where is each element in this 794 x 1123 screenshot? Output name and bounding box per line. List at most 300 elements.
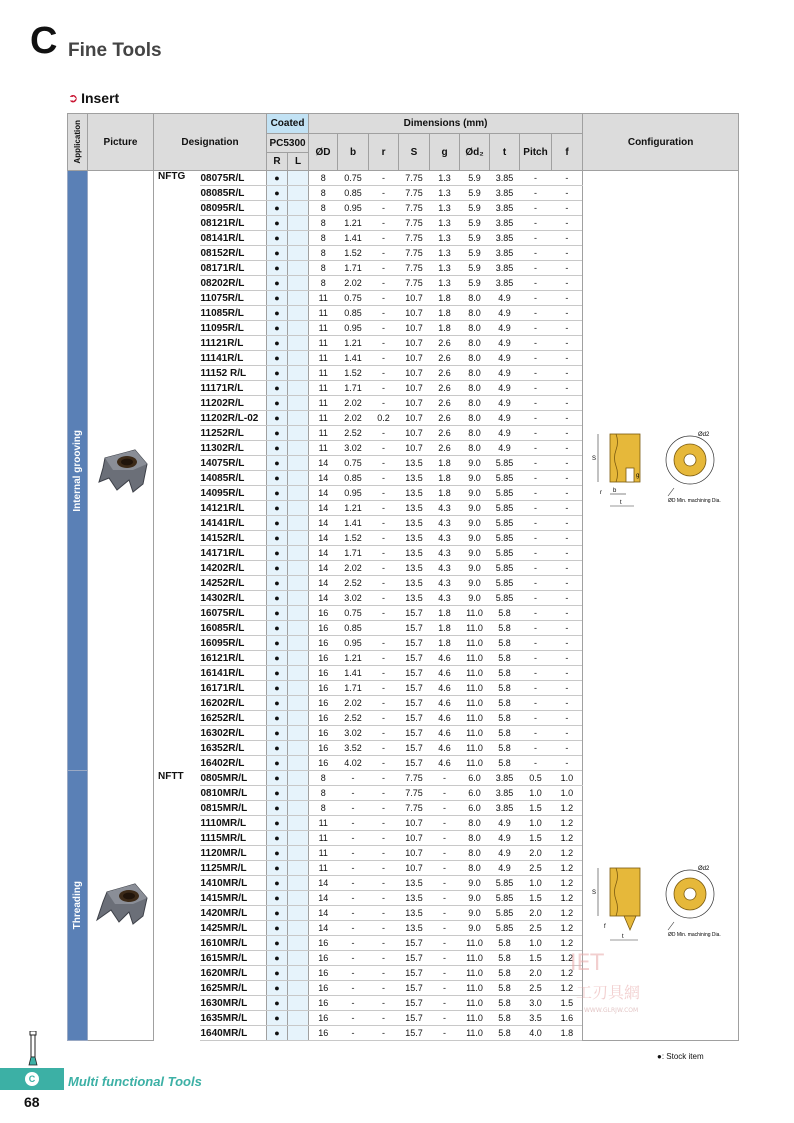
dim-pitch: -: [520, 726, 552, 741]
dim-g: 1.3: [430, 276, 460, 291]
dim-g: 4.6: [430, 756, 460, 771]
dim-t: 5.8: [490, 681, 520, 696]
dim-od: 8: [309, 201, 338, 216]
dim-od: 11: [309, 426, 338, 441]
dim-b: 1.21: [338, 216, 369, 231]
stock-r: ●: [267, 651, 288, 666]
dim-b: 2.02: [338, 696, 369, 711]
dim-s: 13.5: [399, 891, 430, 906]
dim-od: 11: [309, 351, 338, 366]
dim-r: -: [369, 711, 399, 726]
stock-l: [288, 966, 309, 981]
stock-r: ●: [267, 756, 288, 771]
designation-code: 1615MR/L: [200, 951, 267, 966]
dim-od2: 8.0: [460, 426, 490, 441]
stock-r: ●: [267, 351, 288, 366]
dim-f: -: [552, 426, 583, 441]
table-row: [68, 171, 739, 186]
dim-od: 11: [309, 336, 338, 351]
dim-r: -: [369, 381, 399, 396]
dim-pitch: -: [520, 336, 552, 351]
dim-g: 1.8: [430, 471, 460, 486]
dim-header-od: ØD: [309, 134, 338, 171]
dim-f: -: [552, 441, 583, 456]
dim-b: -: [338, 906, 369, 921]
stock-r: ●: [267, 876, 288, 891]
dim-f: 1.8: [552, 1026, 583, 1041]
dim-r: -: [369, 726, 399, 741]
dim-od: 11: [309, 831, 338, 846]
dim-t: 5.8: [490, 936, 520, 951]
dim-r: -: [369, 576, 399, 591]
dim-f: 1.2: [552, 831, 583, 846]
dim-s: 13.5: [399, 906, 430, 921]
dim-f: -: [552, 336, 583, 351]
stock-r: ●: [267, 771, 288, 786]
dim-od: 11: [309, 411, 338, 426]
stock-l: [288, 291, 309, 306]
stock-r: ●: [267, 171, 288, 186]
dim-s: 7.75: [399, 216, 430, 231]
dim-s: 13.5: [399, 531, 430, 546]
dim-s: 7.75: [399, 261, 430, 276]
dim-b: 0.95: [338, 636, 369, 651]
stock-l: [288, 636, 309, 651]
dim-g: -: [430, 921, 460, 936]
dim-s: 7.75: [399, 771, 430, 786]
dim-od: 16: [309, 681, 338, 696]
dim-od: 16: [309, 1011, 338, 1026]
dim-t: 3.85: [490, 201, 520, 216]
dim-g: 4.3: [430, 561, 460, 576]
stock-l: [288, 381, 309, 396]
dim-od: 16: [309, 966, 338, 981]
dim-od2: 11.0: [460, 936, 490, 951]
stock-r: ●: [267, 936, 288, 951]
dim-s: 10.7: [399, 351, 430, 366]
dim-r: -: [369, 516, 399, 531]
designation-code: 0805MR/L: [200, 771, 267, 786]
dim-t: 5.85: [490, 546, 520, 561]
dim-od2: 11.0: [460, 606, 490, 621]
dim-od2: 8.0: [460, 441, 490, 456]
dim-t: 5.8: [490, 951, 520, 966]
dim-t: 4.9: [490, 351, 520, 366]
dim-od2: 11.0: [460, 996, 490, 1011]
dim-s: 10.7: [399, 861, 430, 876]
stock-l: [288, 951, 309, 966]
dim-g: 2.6: [430, 411, 460, 426]
dim-b: -: [338, 786, 369, 801]
dim-f: 1.2: [552, 816, 583, 831]
dim-od2: 5.9: [460, 216, 490, 231]
dim-r: -: [369, 846, 399, 861]
dim-g: 4.6: [430, 741, 460, 756]
dim-pitch: -: [520, 441, 552, 456]
designation-code: 1120MR/L: [200, 846, 267, 861]
dim-od: 16: [309, 1026, 338, 1041]
dim-b: -: [338, 981, 369, 996]
dim-r: -: [369, 696, 399, 711]
dim-r: -: [369, 171, 399, 186]
dim-pitch: -: [520, 711, 552, 726]
dim-od: 16: [309, 636, 338, 651]
dim-od2: 9.0: [460, 486, 490, 501]
stock-l: [288, 351, 309, 366]
stock-r: ●: [267, 591, 288, 606]
dim-pitch: -: [520, 426, 552, 441]
dim-r: -: [369, 651, 399, 666]
stock-r: ●: [267, 891, 288, 906]
grooving-insert-icon: [91, 440, 151, 500]
dim-b: 0.85: [338, 186, 369, 201]
dim-g: 1.8: [430, 321, 460, 336]
dim-t: 5.85: [490, 576, 520, 591]
dim-r: -: [369, 906, 399, 921]
dimensions-header: Dimensions (mm): [309, 114, 583, 134]
dim-od: 14: [309, 531, 338, 546]
dim-g: -: [430, 1011, 460, 1026]
dim-od: 16: [309, 741, 338, 756]
dim-od2: 8.0: [460, 366, 490, 381]
dim-header-pitch: Pitch: [520, 134, 552, 171]
dim-r: -: [369, 741, 399, 756]
chapter-tab[interactable]: C: [0, 1068, 64, 1090]
dim-b: -: [338, 861, 369, 876]
dim-f: -: [552, 291, 583, 306]
designation-code: 08095R/L: [200, 201, 267, 216]
designation-code: 08075R/L: [200, 171, 267, 186]
designation-code: 14152R/L: [200, 531, 267, 546]
dim-header-r: r: [369, 134, 399, 171]
dim-r: -: [369, 936, 399, 951]
dim-t: 5.8: [490, 696, 520, 711]
dim-od2: 8.0: [460, 351, 490, 366]
stock-r: ●: [267, 366, 288, 381]
dim-header-od2: Ød₂: [460, 134, 490, 171]
dim-r: -: [369, 1011, 399, 1026]
dim-t: 4.9: [490, 396, 520, 411]
dim-s: 15.7: [399, 726, 430, 741]
dim-b: 1.41: [338, 666, 369, 681]
dim-g: 2.6: [430, 336, 460, 351]
dim-g: 1.3: [430, 171, 460, 186]
dim-s: 15.7: [399, 606, 430, 621]
dim-od: 14: [309, 471, 338, 486]
dim-g: 4.3: [430, 501, 460, 516]
dim-od: 14: [309, 486, 338, 501]
dim-od2: 9.0: [460, 576, 490, 591]
designation-code: 08171R/L: [200, 261, 267, 276]
dim-pitch: -: [520, 621, 552, 636]
dim-od: 11: [309, 861, 338, 876]
designation-code: 08152R/L: [200, 246, 267, 261]
dim-pitch: -: [520, 666, 552, 681]
stock-l: [288, 336, 309, 351]
stock-r: ●: [267, 336, 288, 351]
dim-od: 14: [309, 501, 338, 516]
dim-od2: 5.9: [460, 201, 490, 216]
dim-g: -: [430, 786, 460, 801]
designation-code: 08141R/L: [200, 231, 267, 246]
table-row: [68, 771, 739, 786]
stock-l: [288, 696, 309, 711]
dim-t: 5.8: [490, 1026, 520, 1041]
stock-r: ●: [267, 666, 288, 681]
stock-l: [288, 576, 309, 591]
stock-r: ●: [267, 711, 288, 726]
dim-g: 4.6: [430, 711, 460, 726]
dim-b: 1.71: [338, 546, 369, 561]
dim-od2: 9.0: [460, 906, 490, 921]
dim-s: 13.5: [399, 561, 430, 576]
designation-code: 16302R/L: [200, 726, 267, 741]
dim-od2: 11.0: [460, 651, 490, 666]
designation-code: 1625MR/L: [200, 981, 267, 996]
dim-s: 15.7: [399, 951, 430, 966]
dim-od2: 11.0: [460, 1011, 490, 1026]
designation-code: 11121R/L: [200, 336, 267, 351]
config-g-label: g: [635, 472, 639, 479]
dim-r: -: [369, 501, 399, 516]
dim-od2: 9.0: [460, 516, 490, 531]
dim-g: -: [430, 1026, 460, 1041]
dim-s: 13.5: [399, 486, 430, 501]
dim-od2: 11.0: [460, 981, 490, 996]
dim-b: 1.52: [338, 531, 369, 546]
dim-od2: 11.0: [460, 966, 490, 981]
stock-l: [288, 546, 309, 561]
stock-l: [288, 861, 309, 876]
dim-f: 1.2: [552, 981, 583, 996]
dim-s: 10.7: [399, 321, 430, 336]
designation-code: 14141R/L: [200, 516, 267, 531]
dim-pitch: -: [520, 531, 552, 546]
svg-text:WWW.GLRJW.COM: WWW.GLRJW.COM: [584, 1007, 639, 1014]
dim-od: 16: [309, 936, 338, 951]
designation-code: 16352R/L: [200, 741, 267, 756]
dim-f: -: [552, 726, 583, 741]
dim-f: 1.6: [552, 1011, 583, 1026]
designation-code: 16121R/L: [200, 651, 267, 666]
dim-od: 14: [309, 576, 338, 591]
dim-s: 10.7: [399, 291, 430, 306]
dim-od: 14: [309, 921, 338, 936]
dim-pitch: -: [520, 201, 552, 216]
dim-od2: 9.0: [460, 471, 490, 486]
dim-b: 2.52: [338, 426, 369, 441]
dim-t: 4.9: [490, 366, 520, 381]
dim-t: 3.85: [490, 231, 520, 246]
tool-holder-icon: [22, 1031, 44, 1067]
dim-od: 8: [309, 801, 338, 816]
dim-pitch: -: [520, 471, 552, 486]
dim-g: 2.6: [430, 381, 460, 396]
dim-r: -: [369, 396, 399, 411]
dim-f: -: [552, 741, 583, 756]
dim-b: 2.02: [338, 411, 369, 426]
dim-f: -: [552, 396, 583, 411]
dim-od: 16: [309, 726, 338, 741]
dim-s: 10.7: [399, 846, 430, 861]
dim-t: 5.8: [490, 621, 520, 636]
dim-od2: 8.0: [460, 411, 490, 426]
dim-od2: 8.0: [460, 336, 490, 351]
dim-pitch: 1.5: [520, 831, 552, 846]
dim-r: -: [369, 306, 399, 321]
dim-f: -: [552, 546, 583, 561]
designation-code: 14202R/L: [200, 561, 267, 576]
dim-od: 8: [309, 786, 338, 801]
dim-r: -: [369, 756, 399, 771]
dim-t: 4.9: [490, 291, 520, 306]
dim-r: -: [369, 921, 399, 936]
dim-f: 1.0: [552, 786, 583, 801]
designation-code: 1640MR/L: [200, 1026, 267, 1041]
dim-g: 1.8: [430, 621, 460, 636]
stock-r: ●: [267, 381, 288, 396]
stock-l: [288, 816, 309, 831]
stock-r: ●: [267, 276, 288, 291]
dim-g: 1.8: [430, 291, 460, 306]
dim-header-g: g: [430, 134, 460, 171]
dim-od: 14: [309, 906, 338, 921]
dim-g: 1.3: [430, 201, 460, 216]
config-f-label: f: [603, 924, 606, 931]
dim-pitch: -: [520, 231, 552, 246]
dim-b: 0.75: [338, 456, 369, 471]
stock-l: [288, 621, 309, 636]
page-number: 68: [24, 1094, 40, 1110]
dim-r: -: [369, 786, 399, 801]
series-name: NFTT: [158, 770, 184, 782]
dim-pitch: -: [520, 456, 552, 471]
dim-t: 4.9: [490, 321, 520, 336]
designation-code: 14252R/L: [200, 576, 267, 591]
dim-s: 10.7: [399, 336, 430, 351]
dim-t: 4.9: [490, 846, 520, 861]
dim-r: -: [369, 366, 399, 381]
dim-s: 7.75: [399, 186, 430, 201]
dim-od2: 8.0: [460, 396, 490, 411]
dim-r: -: [369, 996, 399, 1011]
stock-r: ●: [267, 696, 288, 711]
designation-code: 14302R/L: [200, 591, 267, 606]
dim-od: 16: [309, 666, 338, 681]
dim-od: 16: [309, 951, 338, 966]
stock-r: ●: [267, 516, 288, 531]
dim-t: 4.9: [490, 816, 520, 831]
stock-r: ●: [267, 996, 288, 1011]
dim-s: 15.7: [399, 681, 430, 696]
dim-od: 8: [309, 171, 338, 186]
dim-f: -: [552, 456, 583, 471]
designation-code: 08085R/L: [200, 186, 267, 201]
stock-l: [288, 321, 309, 336]
config-r-label: r: [599, 489, 602, 496]
dim-b: 1.71: [338, 261, 369, 276]
section-title: Insert: [81, 90, 120, 106]
dim-od: 11: [309, 816, 338, 831]
dim-t: 5.85: [490, 876, 520, 891]
dim-s: 10.7: [399, 411, 430, 426]
stock-l: [288, 501, 309, 516]
application-cell: Internal grooving: [68, 171, 88, 771]
stock-r: ●: [267, 1011, 288, 1026]
stock-r: ●: [267, 951, 288, 966]
dim-b: 1.71: [338, 381, 369, 396]
dim-od: 16: [309, 981, 338, 996]
dim-od2: 11.0: [460, 726, 490, 741]
designation-code: 14121R/L: [200, 501, 267, 516]
dim-b: -: [338, 831, 369, 846]
dim-t: 5.85: [490, 906, 520, 921]
dim-f: -: [552, 306, 583, 321]
dim-r: -: [369, 426, 399, 441]
dim-s: 10.7: [399, 396, 430, 411]
designation-code: 1420MR/L: [200, 906, 267, 921]
stock-l: [288, 906, 309, 921]
stock-l: [288, 801, 309, 816]
dim-b: 0.75: [338, 291, 369, 306]
dim-s: 7.75: [399, 276, 430, 291]
stock-l: [288, 561, 309, 576]
dim-g: 2.6: [430, 441, 460, 456]
dim-g: 2.6: [430, 426, 460, 441]
dim-t: 4.9: [490, 831, 520, 846]
stock-r: ●: [267, 816, 288, 831]
dim-g: -: [430, 816, 460, 831]
dim-pitch: 1.5: [520, 951, 552, 966]
stock-r: ●: [267, 231, 288, 246]
designation-code: 11085R/L: [200, 306, 267, 321]
dim-g: 1.3: [430, 216, 460, 231]
dim-r: -: [369, 876, 399, 891]
dim-od2: 5.9: [460, 186, 490, 201]
stock-l: [288, 981, 309, 996]
dim-b: 0.75: [338, 606, 369, 621]
dim-g: 4.3: [430, 546, 460, 561]
dim-od2: 11.0: [460, 681, 490, 696]
dim-s: 7.75: [399, 201, 430, 216]
stock-r: ●: [267, 861, 288, 876]
dim-r: -: [369, 261, 399, 276]
dim-f: -: [552, 651, 583, 666]
dim-g: -: [430, 801, 460, 816]
dim-t: 5.8: [490, 741, 520, 756]
stock-note: ●: Stock item: [657, 1052, 704, 1061]
dim-od: 14: [309, 891, 338, 906]
picture-header: Picture: [88, 114, 154, 171]
dim-s: 15.7: [399, 966, 430, 981]
dim-g: 4.3: [430, 576, 460, 591]
dim-pitch: -: [520, 576, 552, 591]
dim-t: 5.85: [490, 471, 520, 486]
dim-f: -: [552, 576, 583, 591]
dim-pitch: 1.0: [520, 936, 552, 951]
dim-r: -: [369, 456, 399, 471]
dim-pitch: -: [520, 396, 552, 411]
dim-pitch: -: [520, 636, 552, 651]
stock-l: [288, 606, 309, 621]
dim-s: 15.7: [399, 621, 430, 636]
stock-r: ●: [267, 741, 288, 756]
dim-pitch: -: [520, 276, 552, 291]
dim-b: 3.02: [338, 441, 369, 456]
dim-od2: 5.9: [460, 276, 490, 291]
dim-od2: 8.0: [460, 816, 490, 831]
dim-b: 1.41: [338, 516, 369, 531]
